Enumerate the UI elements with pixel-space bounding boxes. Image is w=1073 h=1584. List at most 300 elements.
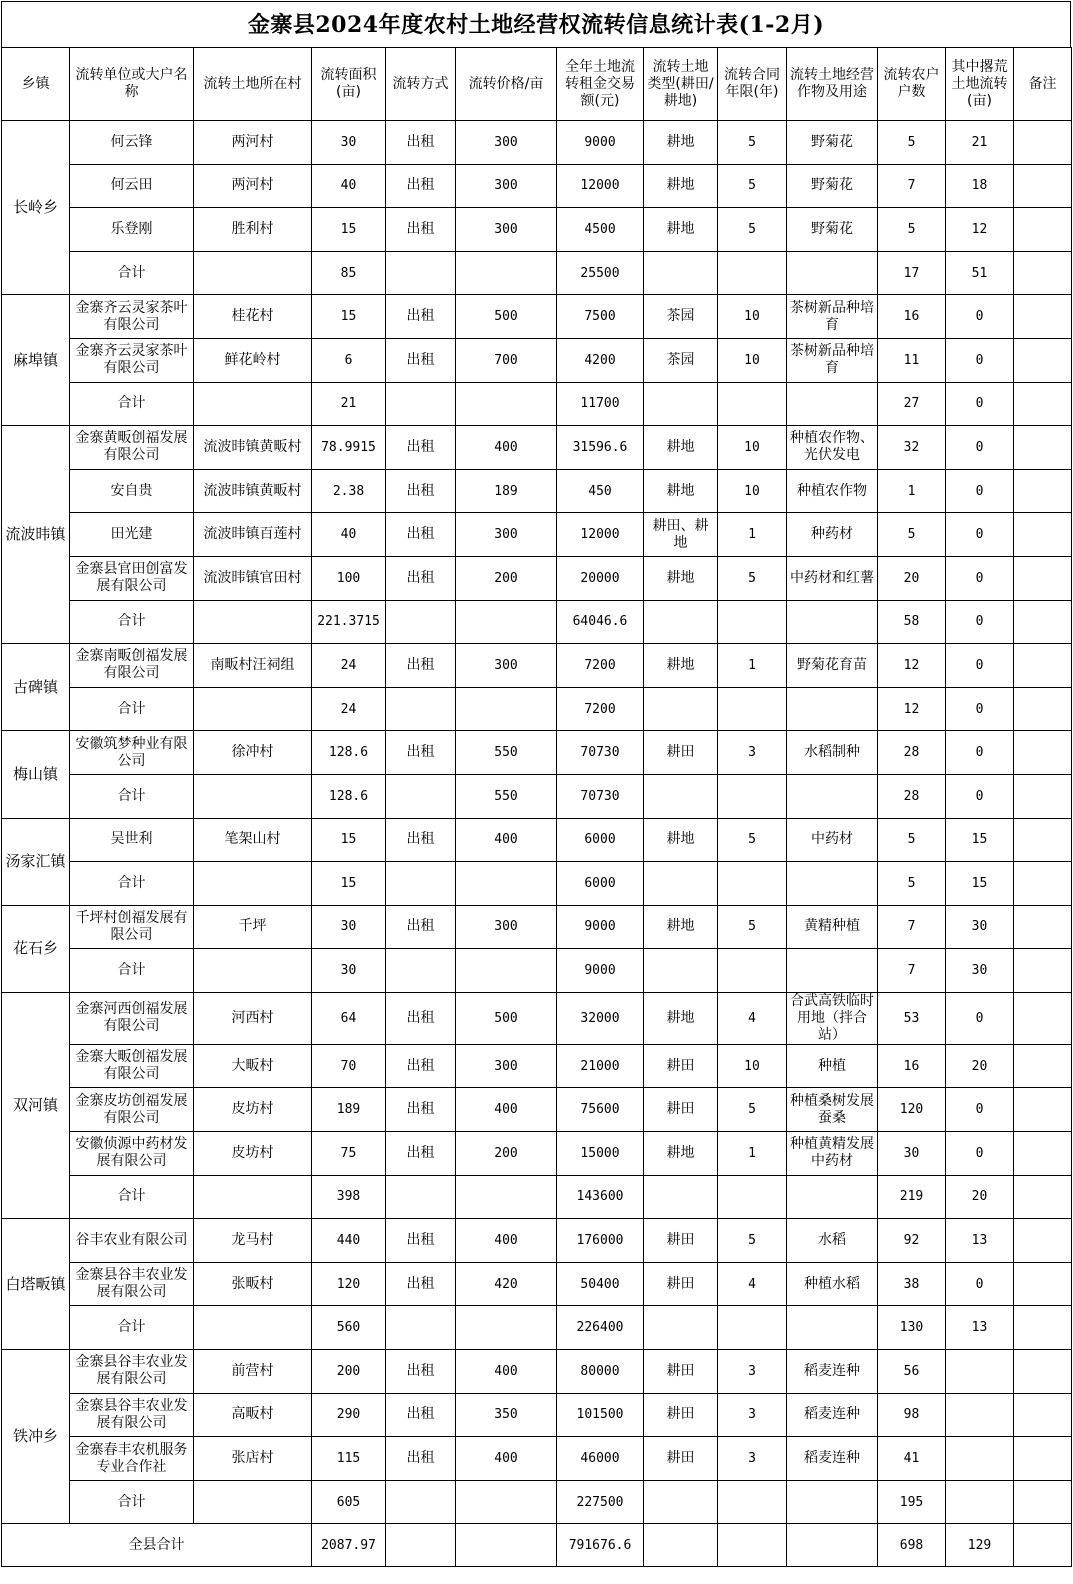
use-cell: 野菊花: [787, 164, 878, 208]
households-cell: 20: [878, 556, 946, 600]
abandoned-cell: 0: [946, 1132, 1014, 1176]
method-cell: 出租: [386, 469, 456, 513]
years-cell: [718, 949, 787, 993]
years-cell: 4: [718, 992, 787, 1044]
price-cell: 189: [456, 469, 557, 513]
village-cell: [194, 382, 312, 426]
method-cell: 出租: [386, 556, 456, 600]
price-cell: [456, 949, 557, 993]
households-cell: 12: [878, 644, 946, 688]
method-cell: 出租: [386, 1393, 456, 1437]
note-cell: [1014, 1175, 1072, 1219]
years-cell: [718, 687, 787, 731]
method-cell: 出租: [386, 818, 456, 862]
note-cell: [1014, 1480, 1072, 1524]
years-cell: [718, 862, 787, 906]
abandoned-cell: 15: [946, 862, 1014, 906]
note-cell: [1014, 1262, 1072, 1306]
years-cell: 4: [718, 1262, 787, 1306]
column-header: 流转面积(亩): [312, 48, 386, 121]
method-cell: 出租: [386, 513, 456, 557]
note-cell: [1014, 1393, 1072, 1437]
village-cell: 千坪: [194, 905, 312, 949]
households-cell: 130: [878, 1306, 946, 1350]
abandoned-cell: 129: [946, 1524, 1014, 1567]
note-cell: [1014, 338, 1072, 382]
type-cell: [644, 1175, 718, 1219]
abandoned-cell: 0: [946, 1088, 1014, 1132]
years-cell: 5: [718, 1088, 787, 1132]
area-cell: 128.6: [312, 731, 386, 775]
abandoned-cell: 0: [946, 600, 1014, 644]
area-cell: 24: [312, 644, 386, 688]
type-cell: 耕地: [644, 905, 718, 949]
amount-cell: 75600: [557, 1088, 644, 1132]
subtotal-row: [2, 774, 1072, 818]
households-cell: 32: [878, 426, 946, 470]
use-cell: 茶树新品种培育: [787, 295, 878, 339]
name-cell: 何云田: [70, 164, 194, 208]
price-cell: [456, 862, 557, 906]
amount-cell: 450: [557, 469, 644, 513]
table-row: [2, 208, 1072, 252]
town-cell: 汤家汇镇: [2, 818, 70, 905]
households-cell: 16: [878, 295, 946, 339]
amount-cell: 21000: [557, 1044, 644, 1088]
town-cell: 流波𬀩镇: [2, 426, 70, 644]
amount-cell: 25500: [557, 251, 644, 295]
use-cell: 合武高铁临时用地（拌合站）: [787, 992, 878, 1044]
abandoned-cell: 18: [946, 164, 1014, 208]
village-cell: 鲜花岭村: [194, 338, 312, 382]
abandoned-cell: [946, 1480, 1014, 1524]
price-cell: 550: [456, 731, 557, 775]
type-cell: [644, 687, 718, 731]
use-cell: 种药材: [787, 513, 878, 557]
use-cell: 野菊花: [787, 208, 878, 252]
village-cell: 张店村: [194, 1437, 312, 1481]
households-cell: 41: [878, 1437, 946, 1481]
years-cell: 5: [718, 905, 787, 949]
table-row: [2, 1219, 1072, 1263]
price-cell: 300: [456, 644, 557, 688]
amount-cell: 20000: [557, 556, 644, 600]
area-cell: 64: [312, 992, 386, 1044]
note-cell: [1014, 862, 1072, 906]
method-cell: [386, 774, 456, 818]
type-cell: 耕田: [644, 1044, 718, 1088]
method-cell: 出租: [386, 1044, 456, 1088]
grand-total-row: [2, 1524, 1072, 1567]
use-cell: [787, 251, 878, 295]
note-cell: [1014, 208, 1072, 252]
area-cell: 78.9915: [312, 426, 386, 470]
years-cell: 5: [718, 121, 787, 165]
type-cell: 耕地: [644, 208, 718, 252]
village-cell: 高畈村: [194, 1393, 312, 1437]
years-cell: 3: [718, 1350, 787, 1394]
households-cell: 219: [878, 1175, 946, 1219]
village-cell: 流波𬀩镇百莲村: [194, 513, 312, 557]
column-header: 流转方式: [386, 48, 456, 121]
abandoned-cell: 30: [946, 949, 1014, 993]
type-cell: [644, 382, 718, 426]
use-cell: [787, 774, 878, 818]
amount-cell: 4500: [557, 208, 644, 252]
name-cell: 金寨县官田创富发展有限公司: [70, 556, 194, 600]
subtotal-label: 合计: [70, 774, 194, 818]
column-header: 全年土地流转租金交易额(元): [557, 48, 644, 121]
abandoned-cell: 0: [946, 992, 1014, 1044]
use-cell: 种植: [787, 1044, 878, 1088]
amount-cell: 12000: [557, 164, 644, 208]
area-cell: 30: [312, 949, 386, 993]
village-cell: 龙马村: [194, 1219, 312, 1263]
price-cell: 200: [456, 1132, 557, 1176]
method-cell: [386, 949, 456, 993]
price-cell: 700: [456, 338, 557, 382]
method-cell: 出租: [386, 295, 456, 339]
abandoned-cell: 13: [946, 1219, 1014, 1263]
table-body: [2, 48, 1072, 1567]
name-cell: 吴世利: [70, 818, 194, 862]
subtotal-label: 合计: [70, 949, 194, 993]
years-cell: [718, 1306, 787, 1350]
abandoned-cell: 12: [946, 208, 1014, 252]
table-row: [2, 1044, 1072, 1088]
abandoned-cell: [946, 1437, 1014, 1481]
method-cell: 出租: [386, 731, 456, 775]
area-cell: 100: [312, 556, 386, 600]
subtotal-label: 合计: [70, 1306, 194, 1350]
households-cell: 195: [878, 1480, 946, 1524]
abandoned-cell: 0: [946, 295, 1014, 339]
abandoned-cell: 0: [946, 644, 1014, 688]
column-header: 流转价格/亩: [456, 48, 557, 121]
village-cell: 皮坊村: [194, 1088, 312, 1132]
price-cell: 550: [456, 774, 557, 818]
subtotal-row: [2, 251, 1072, 295]
name-cell: 金寨齐云灵家茶叶有限公司: [70, 295, 194, 339]
amount-cell: 11700: [557, 382, 644, 426]
abandoned-cell: 21: [946, 121, 1014, 165]
type-cell: 耕田: [644, 1350, 718, 1394]
town-cell: 双河镇: [2, 992, 70, 1218]
type-cell: [644, 251, 718, 295]
method-cell: [386, 687, 456, 731]
households-cell: 38: [878, 1262, 946, 1306]
years-cell: 1: [718, 644, 787, 688]
amount-cell: 143600: [557, 1175, 644, 1219]
area-cell: 75: [312, 1132, 386, 1176]
amount-cell: 12000: [557, 513, 644, 557]
method-cell: 出租: [386, 992, 456, 1044]
table-row: [2, 1262, 1072, 1306]
name-cell: 安自贵: [70, 469, 194, 513]
type-cell: [644, 774, 718, 818]
note-cell: [1014, 513, 1072, 557]
households-cell: 7: [878, 164, 946, 208]
years-cell: [718, 1524, 787, 1567]
subtotal-label: 合计: [70, 1175, 194, 1219]
households-cell: 698: [878, 1524, 946, 1567]
use-cell: 野菊花育苗: [787, 644, 878, 688]
type-cell: [644, 949, 718, 993]
note-cell: [1014, 121, 1072, 165]
subtotal-label: 合计: [70, 1480, 194, 1524]
method-cell: [386, 382, 456, 426]
note-cell: [1014, 818, 1072, 862]
note-cell: [1014, 295, 1072, 339]
type-cell: 耕田: [644, 1437, 718, 1481]
village-cell: [194, 949, 312, 993]
use-cell: 稻麦连种: [787, 1437, 878, 1481]
note-cell: [1014, 1524, 1072, 1567]
note-cell: [1014, 1044, 1072, 1088]
table-row: [2, 556, 1072, 600]
type-cell: 耕地: [644, 164, 718, 208]
name-cell: 谷丰农业有限公司: [70, 1219, 194, 1263]
name-cell: 金寨河西创福发展有限公司: [70, 992, 194, 1044]
years-cell: 10: [718, 338, 787, 382]
households-cell: 7: [878, 949, 946, 993]
price-cell: 400: [456, 426, 557, 470]
method-cell: [386, 600, 456, 644]
abandoned-cell: 30: [946, 905, 1014, 949]
village-cell: 徐冲村: [194, 731, 312, 775]
table-row: [2, 992, 1072, 1044]
type-cell: 耕地: [644, 556, 718, 600]
village-cell: 南畈村汪祠组: [194, 644, 312, 688]
note-cell: [1014, 905, 1072, 949]
land-transfer-table: [1, 47, 1072, 1567]
years-cell: [718, 382, 787, 426]
amount-cell: 70730: [557, 731, 644, 775]
town-cell: 梅山镇: [2, 731, 70, 818]
note-cell: [1014, 426, 1072, 470]
use-cell: [787, 382, 878, 426]
village-cell: 胜利村: [194, 208, 312, 252]
abandoned-cell: 0: [946, 731, 1014, 775]
price-cell: 400: [456, 1437, 557, 1481]
subtotal-label: 合计: [70, 382, 194, 426]
column-header: 乡镇: [2, 48, 70, 121]
use-cell: 种植桑树发展蚕桑: [787, 1088, 878, 1132]
column-header: 备注: [1014, 48, 1072, 121]
column-header: 流转土地经营作物及用途: [787, 48, 878, 121]
amount-cell: 226400: [557, 1306, 644, 1350]
village-cell: 流波𬀩镇黄畈村: [194, 469, 312, 513]
note-cell: [1014, 1437, 1072, 1481]
table-row: [2, 1350, 1072, 1394]
households-cell: 58: [878, 600, 946, 644]
type-cell: 耕田: [644, 1219, 718, 1263]
method-cell: 出租: [386, 1132, 456, 1176]
type-cell: [644, 600, 718, 644]
abandoned-cell: 0: [946, 687, 1014, 731]
type-cell: 耕地: [644, 121, 718, 165]
price-cell: 400: [456, 818, 557, 862]
years-cell: 5: [718, 556, 787, 600]
name-cell: 金寨大畈创福发展有限公司: [70, 1044, 194, 1088]
type-cell: [644, 862, 718, 906]
price-cell: 300: [456, 905, 557, 949]
area-cell: 200: [312, 1350, 386, 1394]
years-cell: 3: [718, 1437, 787, 1481]
abandoned-cell: [946, 1350, 1014, 1394]
area-cell: 40: [312, 513, 386, 557]
years-cell: 5: [718, 208, 787, 252]
years-cell: [718, 600, 787, 644]
type-cell: 耕田: [644, 1393, 718, 1437]
years-cell: 5: [718, 1219, 787, 1263]
name-cell: 金寨春丰农机服务专业合作社: [70, 1437, 194, 1481]
households-cell: 5: [878, 208, 946, 252]
use-cell: 黄精种植: [787, 905, 878, 949]
table-row: [2, 513, 1072, 557]
village-cell: 笔架山村: [194, 818, 312, 862]
use-cell: [787, 600, 878, 644]
table-row: [2, 644, 1072, 688]
price-cell: 300: [456, 164, 557, 208]
households-cell: 17: [878, 251, 946, 295]
note-cell: [1014, 1350, 1072, 1394]
method-cell: 出租: [386, 208, 456, 252]
method-cell: [386, 1175, 456, 1219]
village-cell: 桂花村: [194, 295, 312, 339]
price-cell: [456, 251, 557, 295]
village-cell: [194, 862, 312, 906]
area-cell: 70: [312, 1044, 386, 1088]
price-cell: 420: [456, 1262, 557, 1306]
households-cell: 5: [878, 862, 946, 906]
use-cell: 稻麦连种: [787, 1393, 878, 1437]
amount-cell: 7200: [557, 644, 644, 688]
table-row: [2, 1132, 1072, 1176]
area-cell: 605: [312, 1480, 386, 1524]
type-cell: [644, 1306, 718, 1350]
households-cell: 5: [878, 513, 946, 557]
village-cell: 河西村: [194, 992, 312, 1044]
years-cell: 10: [718, 295, 787, 339]
amount-cell: 6000: [557, 862, 644, 906]
years-cell: 3: [718, 731, 787, 775]
note-cell: [1014, 1306, 1072, 1350]
amount-cell: 64046.6: [557, 600, 644, 644]
method-cell: 出租: [386, 121, 456, 165]
price-cell: [456, 600, 557, 644]
sheet-title: 金寨县2024年度农村土地经营权流转信息统计表(1-2月): [1, 1, 1071, 47]
abandoned-cell: 0: [946, 338, 1014, 382]
name-cell: 金寨南畈创福发展有限公司: [70, 644, 194, 688]
years-cell: [718, 251, 787, 295]
use-cell: [787, 1524, 878, 1567]
village-cell: 皮坊村: [194, 1132, 312, 1176]
years-cell: 10: [718, 426, 787, 470]
years-cell: 5: [718, 164, 787, 208]
note-cell: [1014, 1088, 1072, 1132]
village-cell: [194, 600, 312, 644]
price-cell: [456, 1306, 557, 1350]
table-row: [2, 164, 1072, 208]
method-cell: 出租: [386, 164, 456, 208]
note-cell: [1014, 774, 1072, 818]
town-cell: 长岭乡: [2, 121, 70, 295]
type-cell: 耕田、耕地: [644, 513, 718, 557]
area-cell: 115: [312, 1437, 386, 1481]
note-cell: [1014, 1132, 1072, 1176]
area-cell: 2087.97: [312, 1524, 386, 1567]
amount-cell: 227500: [557, 1480, 644, 1524]
area-cell: 560: [312, 1306, 386, 1350]
amount-cell: 7500: [557, 295, 644, 339]
abandoned-cell: 0: [946, 469, 1014, 513]
price-cell: 300: [456, 121, 557, 165]
area-cell: 21: [312, 382, 386, 426]
type-cell: [644, 1524, 718, 1567]
subtotal-row: [2, 600, 1072, 644]
amount-cell: 9000: [557, 121, 644, 165]
area-cell: 2.38: [312, 469, 386, 513]
area-cell: 85: [312, 251, 386, 295]
amount-cell: 7200: [557, 687, 644, 731]
table-row: [2, 338, 1072, 382]
village-cell: 流波𬀩镇官田村: [194, 556, 312, 600]
town-cell: 麻埠镇: [2, 295, 70, 426]
method-cell: 出租: [386, 1437, 456, 1481]
table-row: [2, 426, 1072, 470]
abandoned-cell: 0: [946, 774, 1014, 818]
name-cell: 安徽侦源中药材发展有限公司: [70, 1132, 194, 1176]
area-cell: 15: [312, 208, 386, 252]
households-cell: 27: [878, 382, 946, 426]
price-cell: 400: [456, 1350, 557, 1394]
method-cell: 出租: [386, 1262, 456, 1306]
area-cell: 290: [312, 1393, 386, 1437]
subtotal-row: [2, 862, 1072, 906]
table-row: [2, 731, 1072, 775]
town-cell: 古碑镇: [2, 644, 70, 731]
households-cell: 30: [878, 1132, 946, 1176]
amount-cell: 6000: [557, 818, 644, 862]
town-cell: 花石乡: [2, 905, 70, 992]
method-cell: 出租: [386, 1219, 456, 1263]
column-header: 流转土地所在村: [194, 48, 312, 121]
table-row: [2, 1088, 1072, 1132]
households-cell: 56: [878, 1350, 946, 1394]
amount-cell: 9000: [557, 949, 644, 993]
abandoned-cell: 51: [946, 251, 1014, 295]
name-cell: 金寨皮坊创福发展有限公司: [70, 1088, 194, 1132]
use-cell: [787, 949, 878, 993]
years-cell: 10: [718, 469, 787, 513]
use-cell: [787, 687, 878, 731]
abandoned-cell: 0: [946, 382, 1014, 426]
subtotal-label: 合计: [70, 600, 194, 644]
village-cell: 流波𬀩镇黄畈村: [194, 426, 312, 470]
village-cell: 两河村: [194, 121, 312, 165]
amount-cell: 9000: [557, 905, 644, 949]
column-header: 流转农户户数: [878, 48, 946, 121]
amount-cell: 46000: [557, 1437, 644, 1481]
subtotal-row: [2, 1175, 1072, 1219]
years-cell: 1: [718, 513, 787, 557]
method-cell: [386, 1524, 456, 1567]
households-cell: 92: [878, 1219, 946, 1263]
type-cell: 耕地: [644, 992, 718, 1044]
area-cell: 40: [312, 164, 386, 208]
amount-cell: 32000: [557, 992, 644, 1044]
